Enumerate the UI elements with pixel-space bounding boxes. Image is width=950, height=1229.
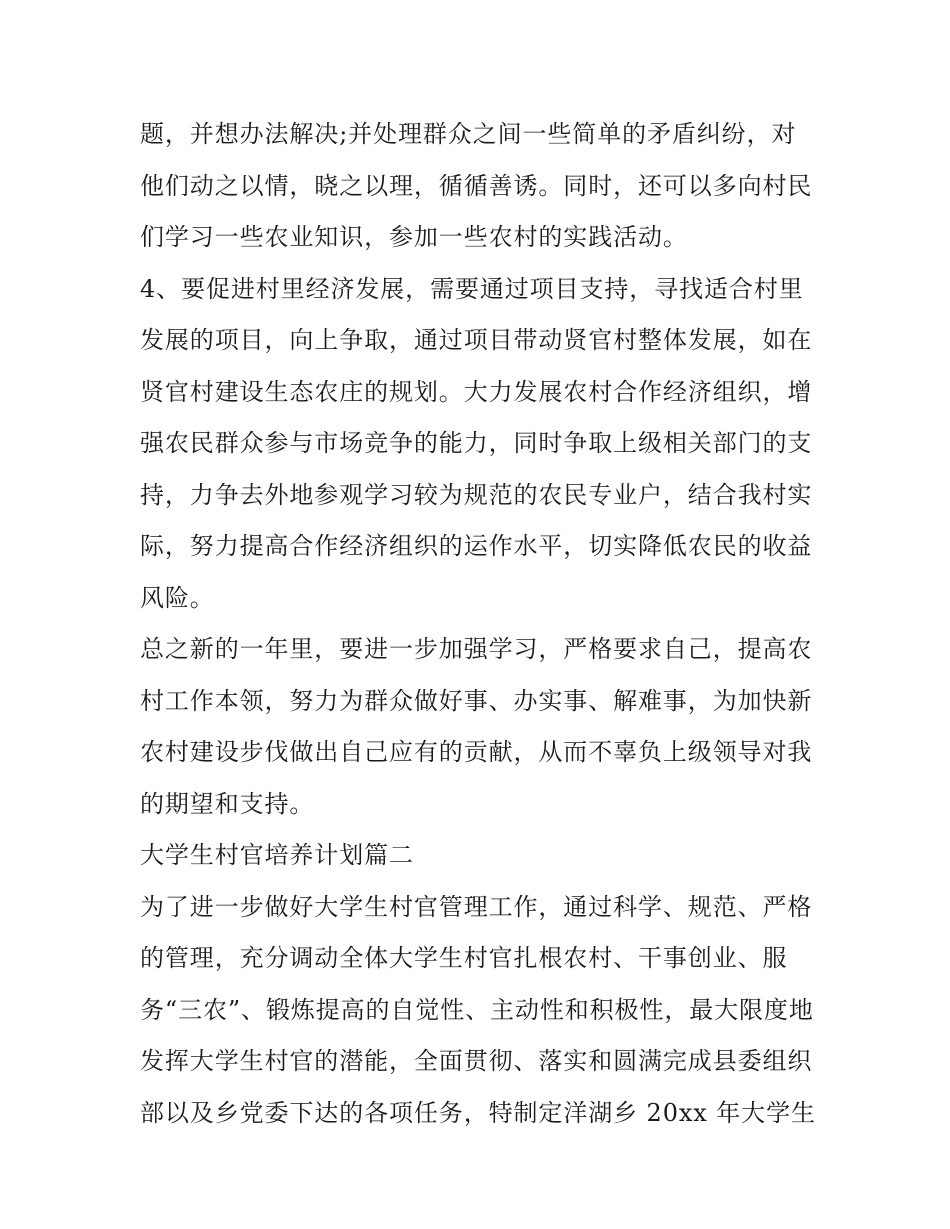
- text-line: 题，并想办法解决;并处理群众之间一些简单的矛盾纠纷，对: [140, 120, 797, 148]
- text-line: 的管理，充分调动全体大学生村官扎根农村、干事创业、服: [140, 944, 788, 972]
- text-line: 发挥大学生村官的潜能，全面贯彻、落实和圆满完成县委组织: [140, 1047, 813, 1075]
- text-line: 总之新的一年里，要进一步加强学习，严格要求自己，提高农: [140, 635, 813, 663]
- text-line: 贤官村建设生态农庄的规划。大力发展农村合作经济组织，增: [140, 377, 813, 406]
- text-line: 他们动之以情，晓之以理，循循善诱。同时，还可以多向村民: [140, 171, 813, 200]
- text-line: 们学习一些农业知识，参加一些农村的实践活动。: [140, 223, 688, 251]
- document-body: [140, 109, 820, 1139]
- text-line: 村工作本领，努力为群众做好事、办实事、解难事，为加快新: [140, 686, 813, 715]
- text-line: 部以及乡党委下达的各项任务，特制定洋湖乡 20xx 年大学生: [140, 1098, 816, 1127]
- text-line: 农村建设步伐做出自己应有的贡献，从而不辜负上级领导对我: [140, 738, 813, 766]
- text-line: 为了进一步做好大学生村官管理工作，通过科学、规范、严格: [140, 892, 813, 921]
- text-line: 际，努力提高合作经济组织的运作水平，切实降低农民的收益: [140, 532, 813, 560]
- text-line: 的期望和支持。: [140, 789, 315, 818]
- text-line: 强农民群众参与市场竞争的能力，同时争取上级相关部门的支: [140, 429, 813, 457]
- text-line: 持，力争去外地参观学习较为规范的农民专业户，结合我村实: [140, 480, 813, 509]
- text-line: 4、要促进村里经济发展，需要通过项目支持，寻找适合村里: [140, 274, 804, 303]
- text-line: 务“三农”、锻炼提高的自觉性、主动性和积极性，最大限度地: [140, 995, 814, 1024]
- section-heading: 大学生村官培养计划篇二: [140, 841, 414, 869]
- text-line: 风险。: [140, 583, 215, 612]
- text-line: 发展的项目，向上争取，通过项目带动贤官村整体发展，如在: [140, 326, 813, 354]
